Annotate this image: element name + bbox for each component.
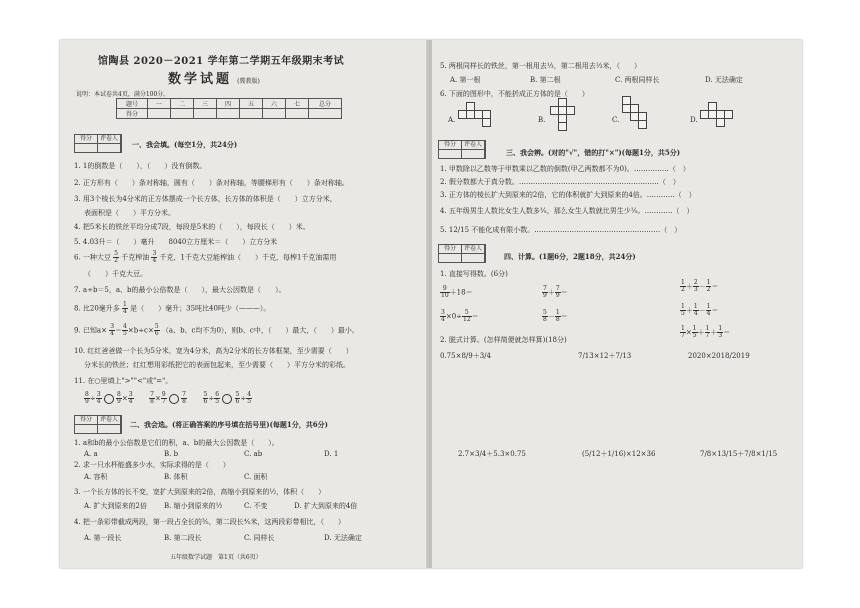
scanned-exam-photo (60, 40, 802, 568)
exam-note: 说明：本试卷共4页，满分100分。 (76, 91, 170, 98)
fraction: $\frac{5}{12}$ (463, 309, 471, 323)
grader-blank (75, 424, 121, 433)
option: A. 容积 (84, 473, 108, 481)
net-option-a-label: A. (448, 116, 456, 124)
grader-reviewer-label: 评卷人 (462, 245, 485, 253)
fraction: $\frac{7}{9}$ (555, 285, 560, 299)
exam-title: 馆陶县 2020－2021 学年第二学期五年级期末考试 (98, 56, 345, 67)
option: A. 第一根 (450, 76, 481, 84)
fraction: $\frac{3}{4}$ (96, 391, 101, 405)
fraction: $\frac{8}{9}$ (85, 391, 89, 405)
grader-blank (75, 143, 121, 152)
question-1-2: 2. 正方形有（ ）条对称轴，圆有（ ）条对称轴，等腰梯形有（ ）条对称轴。 (74, 179, 349, 187)
direct-calc-7: $\frac{1}{7}$ × $\frac{1}{5}$ ＋ $\frac{1}{7}$ ＋ $\frac{1}{3}$ ＝ (681, 325, 731, 339)
score-table (116, 98, 342, 119)
direct-calc-5: $\frac{1}{2}$ ＋ $\frac{2}{3}$ － $\frac{1}{2}$ ＝ (681, 279, 719, 293)
fraction: $\frac{9}{10}$ (441, 285, 449, 299)
grader-header (75, 416, 121, 424)
fraction: $\frac{1}{4}$ (706, 303, 711, 317)
grader-blank (439, 149, 485, 158)
judge-4: 4. 五年级男生人数比女生人数多⅕，那么女生人数就比男生少⅕。…………（ ） (440, 207, 694, 215)
fraction: $\frac{1}{4}$ (123, 301, 127, 315)
direct-calc-1: $\frac{9}{10}$ ＋18＝ (441, 285, 473, 299)
grader-header (439, 141, 485, 149)
grader-score-label: 得分 (439, 245, 462, 253)
fraction: $\frac{7}{8}$ (182, 391, 186, 405)
score-cell (309, 109, 342, 119)
fraction: $\frac{3}{4}$ (441, 309, 445, 323)
question-1-10a: 10. 红红爸爸做一个长为5分米，宽为4分米，高为2分米的长方体框架，至少需要（ ） (74, 347, 353, 355)
question-2-4-options (84, 534, 362, 543)
question-2-2-options (84, 473, 268, 482)
grader-score-label: 得分 (75, 135, 98, 143)
grader-reviewer-label: 评卷人 (98, 416, 121, 424)
step-calc-5: (5/12＋1/16)×12×36 (582, 450, 656, 458)
question-2-5-options (450, 76, 743, 85)
question-1-3a: 3. 用3个棱长为4分米的正方体摆成一个长方体，长方体的体积是（ ）立方分米， (74, 195, 337, 203)
step-calc-4: 2.7×3/4＋5.3×0.75 (458, 450, 526, 458)
option: D. 扩大到原来的4倍 (294, 502, 358, 510)
section-2-heading: 二、我会选。(将正确答案的序号填在括号里)(每题1分，共6分) (130, 420, 328, 429)
fraction: $\frac{3}{4}$ (128, 391, 133, 405)
question-1-1: 1. 1的倒数是（ ），（ ）没有倒数。 (74, 162, 207, 170)
fraction: $\frac{3}{4}$ (152, 250, 157, 264)
fraction: $\frac{4}{5}$ (247, 391, 252, 405)
question-2-5: 5. 两根同样长的铁丝，第一根用去⅓，第二根用去⅓米，（ ） (440, 62, 641, 70)
option: A. a (84, 450, 98, 458)
question-2-2: 2. 求一只水杯能盛多少水，实际求得的是（ ） (74, 461, 230, 469)
step-calc-3: 2020×2018/2019 (688, 352, 750, 360)
score-header-cell: 题号 (117, 99, 148, 109)
fraction: $\frac{5}{6}$ (203, 391, 208, 405)
edition-label: (冀教版) (237, 78, 260, 85)
fraction: $\frac{4}{5}$ (123, 323, 127, 337)
judge-5: 5. 12/15 不能化成有限小数。………………………………………………（ ） (440, 226, 682, 234)
direct-calc-6: $\frac{1}{5}$ ＋ $\frac{1}{4}$ － $\frac{1}{4}$ ＝ (681, 303, 719, 317)
option: A. 第一段长 (84, 534, 122, 542)
question-1-6 (74, 251, 336, 264)
compare-circle[interactable] (104, 394, 114, 404)
question-1-10b: 分米长的铁丝；红红想用彩纸把它的表面包起来，至少需要（ ）平方分米的彩纸。 (84, 361, 350, 369)
q9-text-a: 9. 已知a× (74, 326, 107, 335)
page-footer: 五年级数学试题 第1页（共6页） (170, 554, 262, 561)
question-2-3: 3. 一个长方体的长不变，宽扩大到原来的2倍，高缩小到原来的½，体积（ ） (74, 488, 326, 496)
option: C. 不变 (244, 502, 268, 510)
grader-score-label: 得分 (439, 141, 462, 149)
question-1-6d: （ ）千克大豆。 (84, 270, 147, 278)
score-header-cell: 总分 (309, 99, 342, 109)
cube-net-c (622, 96, 652, 136)
fraction: $\frac{8}{9}$ (117, 391, 121, 405)
question-2-1: 1. a和b的最小公倍数是它们的积，a、b的最大公因数是（ ）。 (74, 439, 279, 447)
score-cell (217, 109, 240, 119)
calc-part-1-label: 1. 直接写得数。(6分) (440, 270, 508, 278)
step-calc-2: 7/13×12＋7/13 (578, 352, 632, 360)
question-2-1-options (84, 450, 338, 459)
option: C. ab (244, 450, 263, 458)
fraction: $\frac{1}{2}$ (681, 279, 685, 293)
score-header-cell: 四 (217, 99, 240, 109)
section-4-heading: 四、计算。(1题6分，2题18分，共24分) (504, 252, 636, 261)
section-3-heading: 三、我会辨。(对的"√"，错的打"×")(每题1分，共5分) (506, 148, 681, 157)
fraction: $\frac{2}{3}$ (693, 279, 698, 293)
question-1-11: 11. 在○里填上">""<"或"="。 (74, 377, 173, 385)
score-cell (148, 109, 171, 119)
judge-2: 2. 假分数都大于真分数。……………………………………………………（ ） (440, 178, 680, 186)
score-cell (240, 109, 263, 119)
fraction: $\frac{1}{3}$ (718, 325, 723, 339)
judge-1: 1. 甲数除以乙数等于甲数乘以乙数的倒数(甲乙两数都不为0)。……………（ ） (440, 165, 690, 173)
section-1-heading: 一、我会填。(每空1分，共24分) (132, 140, 238, 149)
q8-text-b: 是（ ）毫升；35吨比40吨少（———）。 (130, 304, 271, 313)
fraction: $\frac{7}{8}$ (150, 391, 154, 405)
option: C. 同样长 (244, 534, 275, 542)
q9-text-b: （a、b、c均不为0），则b、c中，（ ）最大，（ ）最小。 (161, 326, 359, 335)
fraction: $\frac{1}{7}$ (705, 325, 710, 339)
compare-row: $\frac{8}{9}$ ÷ $\frac{3}{4}$ $\frac{8}{9}$ × $\frac{3}{4}$ $\frac{7}{8}$ × $\frac{9}{7}$ $\frac{7}{8}$ $\frac{5}{6}$ ÷ $\frac{6}{5}$ $\frac{5}{6}$ ÷ $\frac{4}{5}$ (85, 391, 252, 405)
fraction: $\frac{1}{2}$ (706, 279, 711, 293)
net-option-d-label: D. (690, 116, 698, 124)
fraction: $\frac{5}{2}$ (114, 250, 118, 264)
fraction: $\frac{5}{6}$ (154, 323, 159, 337)
score-header-cell: 五 (240, 99, 263, 109)
step-calc-1: 0.75×8/9＋3/4 (440, 352, 491, 360)
grader-header (439, 245, 485, 253)
grader-box (438, 140, 486, 159)
fraction: $\frac{1}{5}$ (692, 325, 697, 339)
fraction: $\frac{1}{8}$ (555, 309, 560, 323)
grader-box (74, 415, 122, 434)
net-option-c-label: C. (612, 116, 620, 124)
score-table-header-row (117, 99, 342, 109)
score-header-cell: 三 (194, 99, 217, 109)
option: B. 第二段长 (164, 534, 202, 542)
exam-page-right (432, 40, 802, 568)
score-header-cell: 七 (286, 99, 309, 109)
question-1-7: 7. a÷b＝5，a、b的最小公倍数是（ ），最大公因数是（ ）。 (74, 286, 286, 294)
score-table-score-row (117, 109, 342, 119)
option: B. 体积 (164, 473, 188, 481)
option: D. 1 (324, 450, 339, 458)
score-header-cell: 二 (171, 99, 194, 109)
subject-line (168, 68, 260, 87)
net-option-b-label: B. (538, 116, 546, 124)
fraction: $\frac{5}{6}$ (235, 391, 240, 405)
q8-text-a: 8. 比20毫升多 (74, 304, 120, 313)
direct-calc-4: $\frac{5}{8}$ － $\frac{1}{8}$ ＝ (543, 309, 568, 323)
grader-blank (439, 253, 485, 262)
score-cell (194, 109, 217, 119)
question-2-3-options (84, 502, 357, 511)
subject-title: 数学试题 (168, 72, 233, 87)
option: B. 第二根 (530, 76, 561, 84)
compare-circle[interactable] (169, 394, 179, 404)
option: D. 无法确定 (324, 534, 362, 542)
question-1-3b: 表面积是（ ）平方分米。 (84, 209, 175, 217)
fraction: $\frac{6}{5}$ (215, 391, 220, 405)
question-2-4: 4. 把一条彩带截成两段，第一段占全长的⅗，第二段长⅘米，这两段彩带相比，（ ） (74, 518, 345, 526)
grader-header (75, 135, 121, 143)
fraction: $\frac{5}{8}$ (543, 309, 547, 323)
score-cell (171, 109, 194, 119)
grader-reviewer-label: 评卷人 (98, 135, 121, 143)
grader-score-label: 得分 (75, 416, 98, 424)
q6-text-b: 千克榨油 (121, 253, 150, 262)
score-header-cell: 六 (263, 99, 286, 109)
cube-net-d (700, 102, 740, 132)
score-row-label: 得分 (117, 109, 148, 119)
judge-3: 3. 正方体的棱长扩大到原来的2倍，它的体积就扩大到原来的4倍。…………（ ） (440, 191, 696, 199)
grader-box (438, 244, 486, 263)
grader-reviewer-label: 评卷人 (462, 141, 485, 149)
fraction: $\frac{7}{9}$ (543, 285, 547, 299)
fraction: $\frac{1}{7}$ (681, 325, 685, 339)
compare-circle[interactable] (222, 394, 232, 404)
option: D. 无法确定 (705, 76, 743, 84)
option: A. 扩大到原来的2倍 (84, 502, 147, 510)
score-header-cell: 一 (148, 99, 171, 109)
option: C. 面积 (244, 473, 268, 481)
option: B. 缩小到原来的½ (164, 502, 223, 510)
cube-net-b (550, 98, 580, 134)
direct-calc-2: $\frac{3}{4}$ ×0÷ $\frac{5}{12}$ ＝ (441, 309, 479, 323)
option: B. b (164, 450, 179, 458)
calc-part-2-label: 2. 脱式计算。(怎样简便就怎样算)(18分) (440, 336, 567, 344)
q6-text-a: 6. 一种大豆 (74, 253, 111, 262)
step-calc-6: 7/8×13/15＋7/8×1/15 (700, 450, 778, 458)
fraction: $\frac{1}{4}$ (693, 303, 698, 317)
question-1-5: 5. 4.03升＝（ ）毫升 8040立方厘米＝（ ）立方分米 (74, 238, 278, 246)
question-1-8 (74, 302, 270, 315)
fraction: $\frac{3}{4}$ (110, 323, 115, 337)
question-2-6: 6. 下面的图形中，不能折成正方体的是（ ） (440, 90, 589, 98)
question-1-4: 4. 把5米长的铁丝平均分成7段，每段是5米的（ ），每段长（ ）米。 (74, 223, 310, 231)
fraction: $\frac{1}{5}$ (681, 303, 685, 317)
question-1-9: 9. 已知a× $\frac{3}{4}$ ＝ $\frac{4}{5}$ ×b÷c× $\frac{5}{6}$ （a、b、c均不为0），则b、c中，（ ）最大，（ ）最小。 (74, 323, 359, 337)
option: C. 两根同样长 (615, 76, 660, 84)
fraction: $\frac{9}{7}$ (161, 391, 166, 405)
exam-page-left (60, 40, 428, 568)
score-cell (263, 109, 286, 119)
score-cell (286, 109, 309, 119)
q6-text-c: 千克，1千克大豆能榨油（ ）千克，每榨1千克油需用 (159, 253, 337, 262)
grader-box (74, 134, 122, 153)
direct-calc-3: $\frac{7}{9}$ ＋ $\frac{7}{9}$ ＝ (543, 285, 568, 299)
cube-net-a (458, 102, 498, 132)
